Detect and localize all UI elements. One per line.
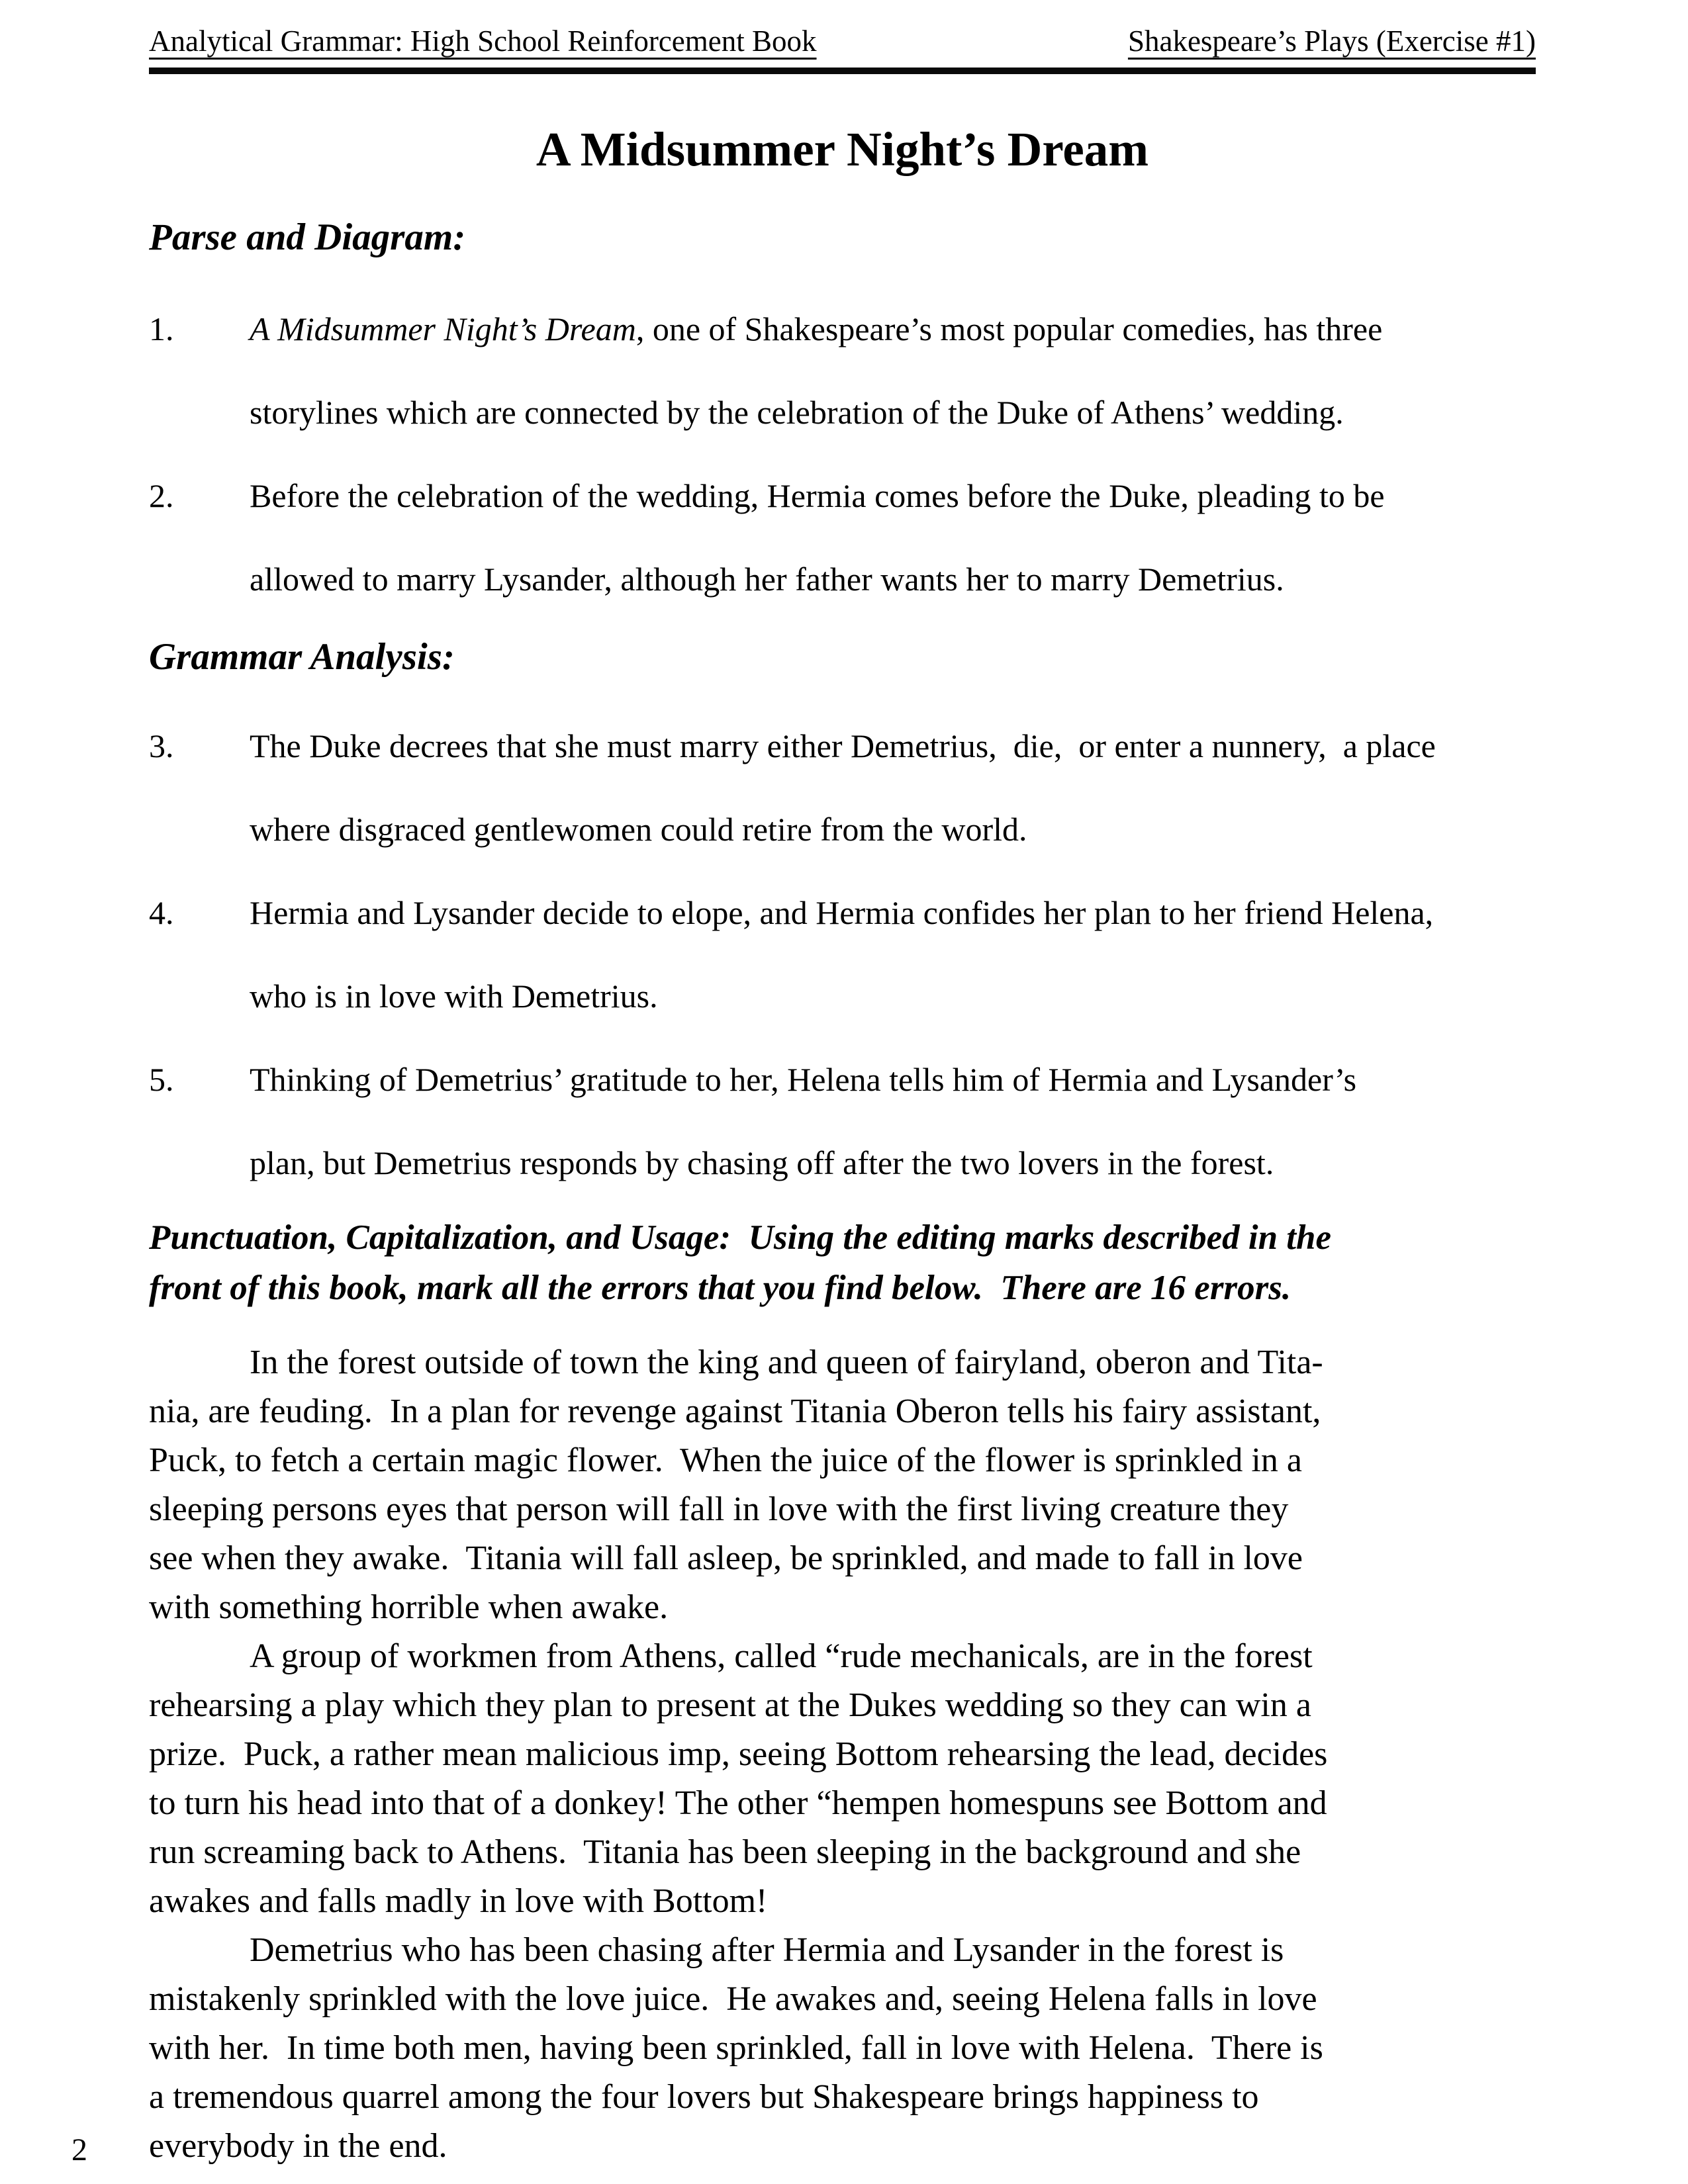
section-heading-punctuation-instructions (149, 1212, 1536, 1313)
exercise-paragraph-2 (149, 1632, 1536, 1926)
body-line: a tremendous quarrel among the four lovers but Shakespeare brings happiness to (149, 2078, 1259, 2116)
body-line: nia, are feuding. In a plan for revenge against Titania Oberon tells his fairy assistant, (149, 1392, 1321, 1430)
header-book-title: Analytical Grammar: High School Reinforcement Book (149, 24, 817, 58)
item-text (250, 1038, 1536, 1205)
body-line: run screaming back to Athens. Titania has been sleeping in the background and she (149, 1833, 1301, 1871)
item-line-2: who is in love with Demetrius. (250, 978, 658, 1015)
item-text (250, 871, 1536, 1038)
numbered-item-5 (149, 1038, 1536, 1205)
exercise-paragraph-1 (149, 1338, 1536, 1632)
body-line: prize. Puck, a rather mean malicious imp, seeing Bottom rehearsing the lead, decides (149, 1735, 1328, 1773)
page-header (149, 23, 1536, 74)
book-title-italic: A Midsummer Night’s Dream (250, 310, 636, 347)
header-exercise-label: Shakespeare’s Plays (Exercise #1) (1127, 24, 1536, 58)
exercise-paragraph-3 (149, 1926, 1536, 2171)
item-line-2: plan, but Demetrius responds by chasing off after the two lovers in the forest. (250, 1144, 1274, 1181)
item-number: 2. (149, 477, 174, 514)
item-line-2: where disgraced gentlewomen could retire from the world. (250, 811, 1027, 848)
body-line: A group of workmen from Athens, called “rude mechanicals, are in the forest (250, 1637, 1313, 1675)
page-title: A Midsummer Night’s Dream (536, 122, 1149, 176)
item-number: 3. (149, 727, 174, 764)
instructions-line-1: Punctuation, Capitalization, and Usage: Using the editing marks described in the (149, 1218, 1332, 1257)
item-text (250, 287, 1536, 454)
body-line: rehearsing a play which they plan to present at the Dukes wedding so they can win a (149, 1686, 1311, 1724)
body-line: mistakenly sprinkled with the love juice. He awakes and, seeing Helena falls in love (149, 1980, 1317, 2018)
item-line-2: storylines which are connected by the celebration of the Duke of Athens’ wedding. (250, 394, 1344, 431)
body-line: awakes and falls madly in love with Bottom! (149, 1882, 768, 1920)
numbered-item-2 (149, 454, 1536, 621)
item-number: 1. (149, 310, 174, 347)
numbered-item-1 (149, 287, 1536, 454)
body-line: everybody in the end. (149, 2127, 447, 2165)
body-line: with something horrible when awake. (149, 1588, 669, 1626)
item-text (250, 704, 1536, 871)
editing-exercise-text (149, 1338, 1536, 2171)
numbered-item-3 (149, 704, 1536, 871)
item-number: 4. (149, 894, 174, 931)
parse-items-list (149, 287, 1536, 621)
instructions-line-2: front of this book, mark all the errors that you find below. There are 16 errors. (149, 1269, 1291, 1307)
body-line: with her. In time both men, having been sprinkled, fall in love with Helena. There is (149, 2029, 1323, 2067)
item-text (250, 454, 1536, 621)
item-line-1: The Duke decrees that she must marry either Demetrius, die, or enter a nunnery, a place (250, 727, 1436, 764)
body-line: to turn his head into that of a donkey! The other “hempen homespuns see Bottom and (149, 1784, 1327, 1822)
body-line: In the forest outside of town the king and queen of fairyland, oberon and Tita- (250, 1343, 1323, 1381)
section-heading-grammar-analysis: Grammar Analysis: (149, 636, 455, 678)
section-heading-parse-and-diagram: Parse and Diagram: (149, 216, 466, 258)
item-line-1-rest: , one of Shakespeare’s most popular comedies, has three (635, 310, 1383, 347)
body-line: see when they awake. Titania will fall asleep, be sprinkled, and made to fall in love (149, 1539, 1303, 1577)
grammar-items-list (149, 704, 1536, 1205)
item-line-1 (250, 287, 1536, 371)
body-line: sleeping persons eyes that person will fall in love with the first living creature they (149, 1490, 1289, 1528)
item-number: 5. (149, 1061, 174, 1098)
item-line-2: allowed to marry Lysander, although her father wants her to marry Demetrius. (250, 561, 1284, 598)
page-number: 2 (71, 2132, 87, 2167)
numbered-item-4 (149, 871, 1536, 1038)
item-line-1: Thinking of Demetrius’ gratitude to her, Helena tells him of Hermia and Lysander’s (250, 1061, 1357, 1098)
body-line: Puck, to fetch a certain magic flower. When the juice of the flower is sprinkled in a (149, 1441, 1302, 1479)
item-line-1: Hermia and Lysander decide to elope, and Hermia confides her plan to her friend Helena, (250, 894, 1434, 931)
item-line-1: Before the celebration of the wedding, Hermia comes before the Duke, pleading to be (250, 477, 1385, 514)
body-line: Demetrius who has been chasing after Hermia and Lysander in the forest is (250, 1931, 1284, 1969)
